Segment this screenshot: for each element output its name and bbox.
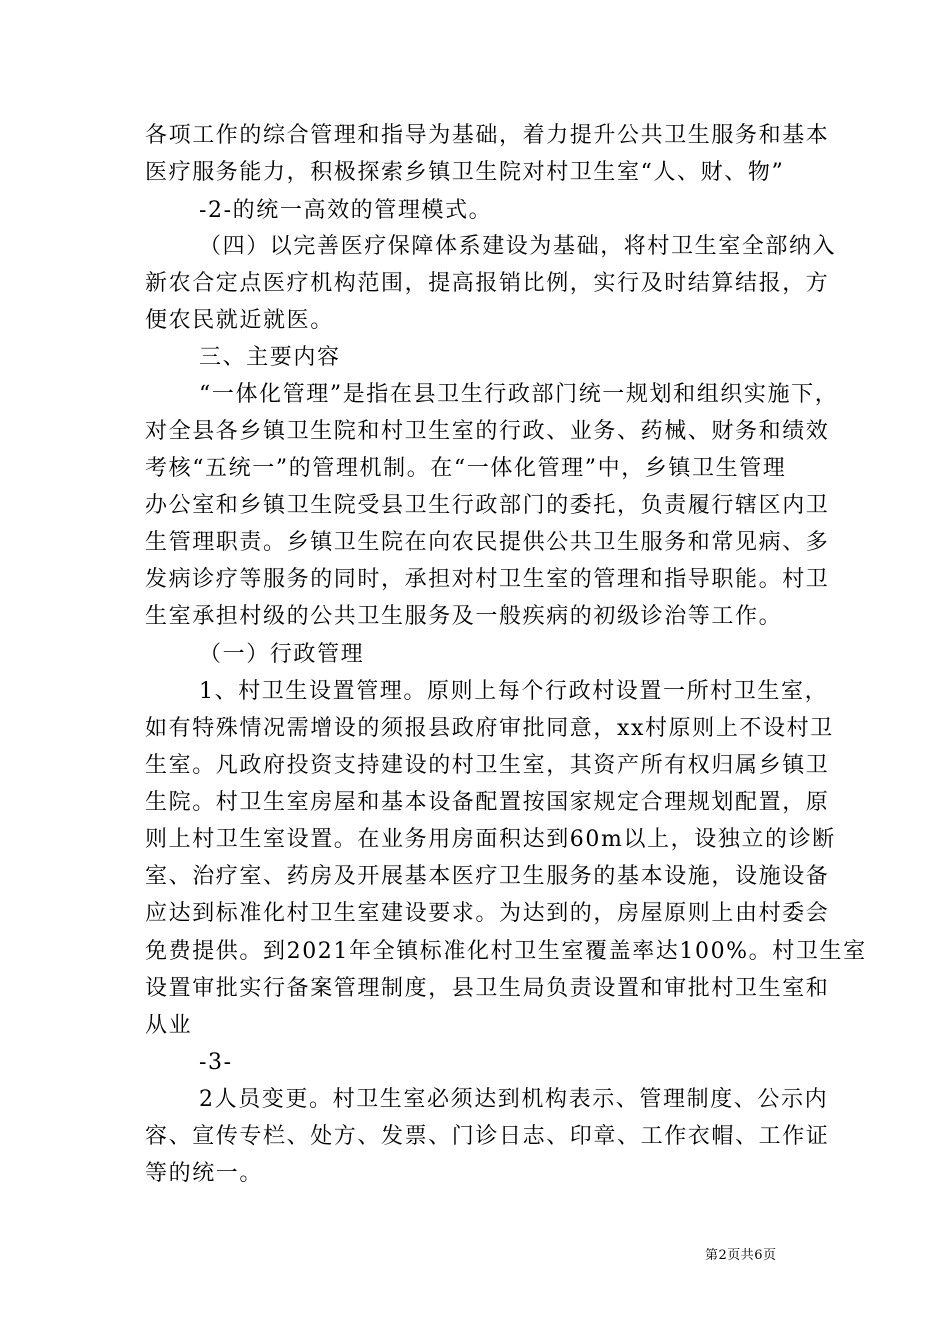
text-line: 应达到标准化村卫生室建设要求。为达到的，房屋原则上由村委会: [145, 901, 830, 926]
text-line: -2-的统一高效的管理模式。: [199, 198, 493, 223]
section-heading: 三、主要内容: [199, 345, 341, 370]
text-line: 设置审批实行备案管理制度，县卫生局负责设置和审批村卫生室和: [145, 976, 830, 1001]
text-line: 对全县各乡镇卫生院和村卫生室的行政、业务、药械、财务和绩效: [145, 419, 830, 444]
text-line: 生室。凡政府投资支持建设的村卫生室，其资产所有权归属乡镇卫: [145, 753, 830, 778]
text-line: 生管理职责。乡镇卫生院在向农民提供公共卫生服务和常见病、多: [145, 530, 830, 555]
subsection-heading: （一）行政管理: [199, 642, 365, 667]
text-line: 发病诊疗等服务的同时，承担对村卫生室的管理和指导职能。村卫: [145, 567, 830, 592]
page-marker: -3-: [199, 1050, 233, 1075]
text-line: 办公室和乡镇卫生院受县卫生行政部门的委托，负责履行辖区内卫: [145, 493, 830, 518]
text-line: 免费提供。到2021年全镇标准化村卫生室覆盖率达100%。村卫生室: [145, 939, 867, 964]
text-line: 容、宣传专栏、处方、发票、门诊日志、印章、工作衣帽、工作证: [145, 1124, 830, 1149]
text-line: 新农合定点医疗机构范围，提高报销比例，实行及时结算结报，方: [145, 271, 830, 296]
text-line: 各项工作的综合管理和指导为基础，着力提升公共卫生服务和基本: [145, 123, 830, 148]
text-line: 考核“五统一”的管理机制。在“一体化管理”中，乡镇卫生管理: [145, 456, 787, 481]
text-line: 1、村卫生设置管理。原则上每个行政村设置一所村卫生室，: [199, 679, 829, 704]
text-line: 生室承担村级的公共卫生服务及一般疾病的初级诊治等工作。: [145, 604, 783, 629]
text-line: 则上村卫生室设置。在业务用房面积达到60m以上，设独立的诊断: [145, 827, 836, 852]
text-line: （四）以完善医疗保障体系建设为基础，将村卫生室全部纳入: [199, 234, 837, 259]
text-line: 等的统一。: [145, 1161, 264, 1186]
text-line: 从业: [145, 1013, 193, 1038]
text-line: 便农民就近就医。: [145, 308, 334, 333]
text-line: 2人员变更。村卫生室必须达到机构表示、管理制度、公示内: [199, 1087, 829, 1112]
text-line: “一体化管理”是指在县卫生行政部门统一规划和组织实施下，: [199, 382, 839, 407]
text-line: 如有特殊情况需增设的须报县政府审批同意，xx村原则上不设村卫: [145, 716, 834, 741]
text-line: 生院。村卫生室房屋和基本设备配置按国家规定合理规划配置，原: [145, 790, 830, 815]
text-line: 医疗服务能力，积极探索乡镇卫生院对村卫生室“人、财、物”: [145, 160, 785, 185]
page-number: 第2页共6页: [705, 1248, 777, 1263]
text-line: 室、治疗室、药房及开展基本医疗卫生服务的基本设施，设施设备: [145, 864, 830, 889]
